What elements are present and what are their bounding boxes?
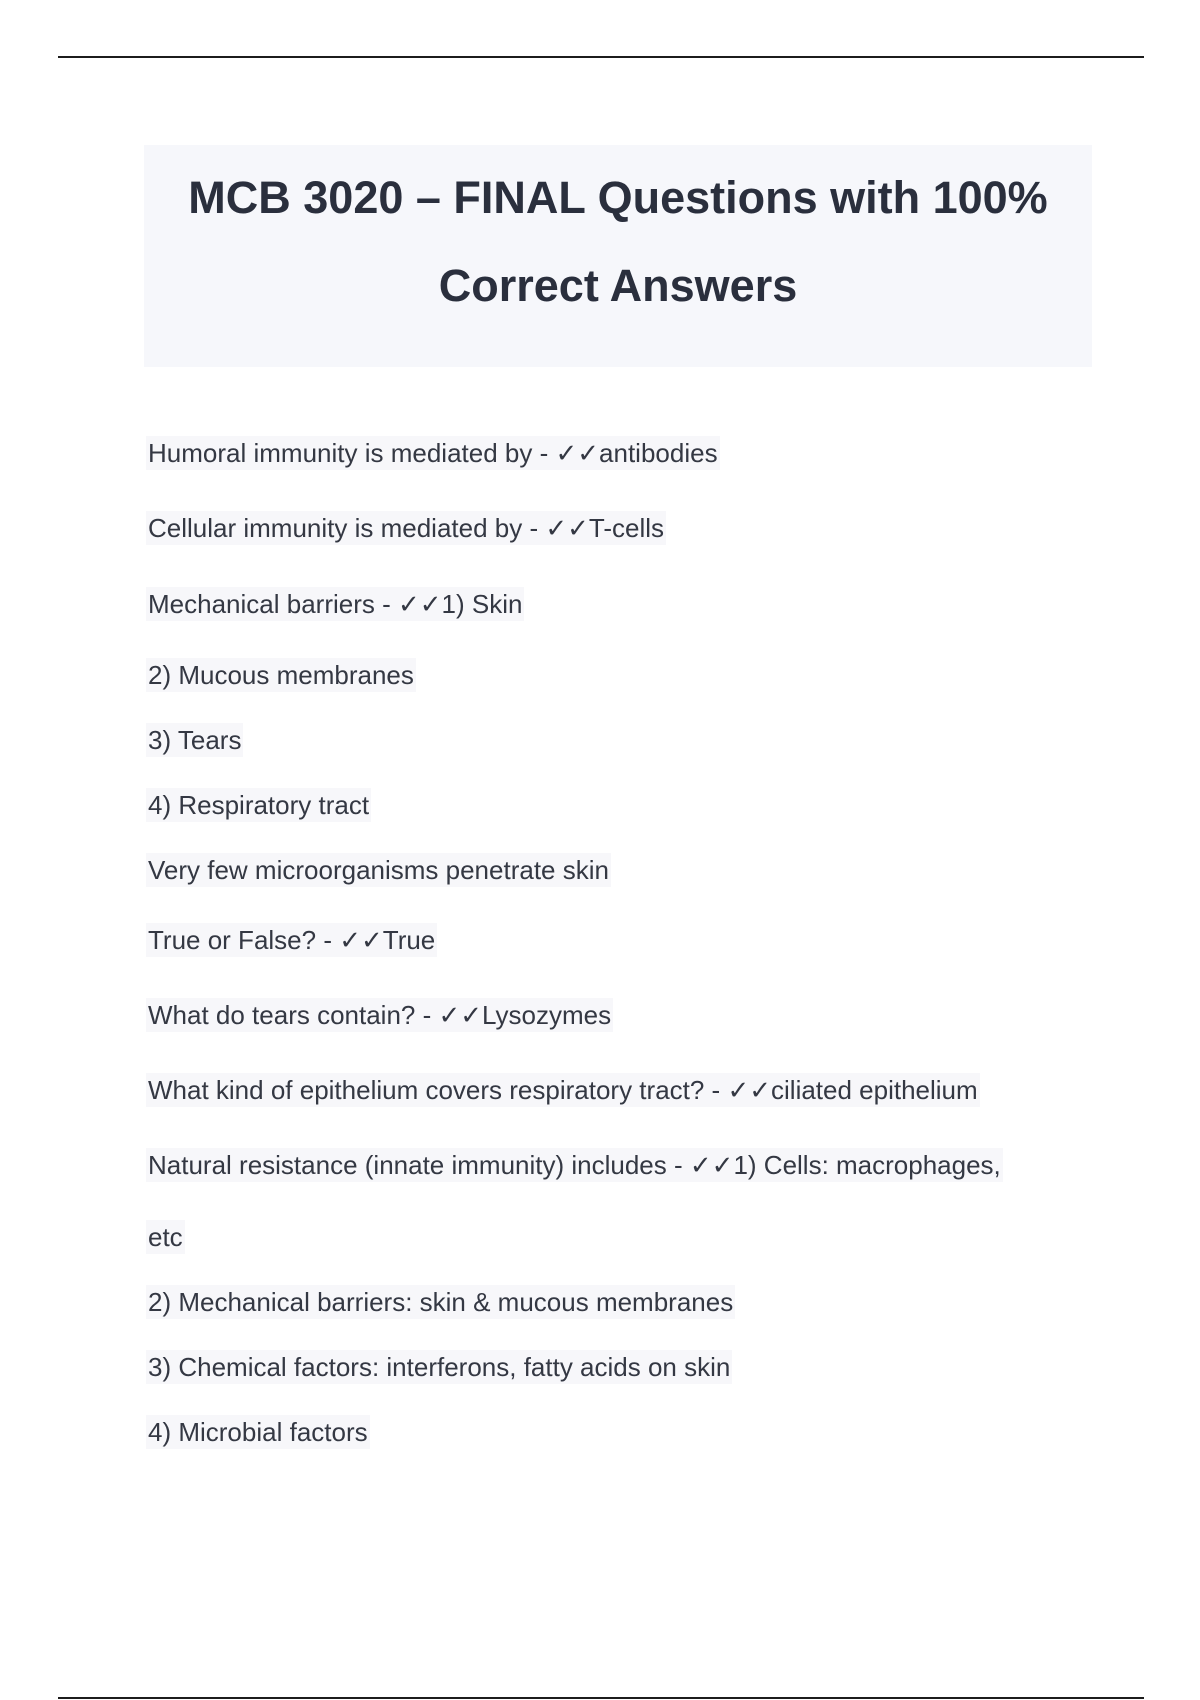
qa-line-skin-penetration: Very few microorganisms penetrate skin	[148, 855, 609, 885]
qa-line-natural-resistance: Natural resistance (innate immunity) includes - ✓✓1) Cells: macrophages,	[148, 1150, 1001, 1180]
header-rule	[58, 56, 1144, 58]
qa-line-natural-resistance-cont: etc	[148, 1222, 183, 1252]
qa-line-chemical-factors: 3) Chemical factors: interferons, fatty acids on skin	[148, 1352, 731, 1382]
qa-line-cellular-immunity: Cellular immunity is mediated by - ✓✓T-cells	[148, 513, 665, 543]
qa-line-respiratory-tract: 4) Respiratory tract	[148, 790, 370, 820]
qa-line-true-or-false: True or False? - ✓✓True	[148, 925, 436, 955]
qa-line-mucous-membranes: 2) Mucous membranes	[148, 660, 414, 690]
qa-line-mechanical-barriers: Mechanical barriers - ✓✓1) Skin	[148, 589, 523, 619]
qa-line-tears-contain: What do tears contain? - ✓✓Lysozymes	[148, 1000, 612, 1030]
qa-line-tears: 3) Tears	[148, 725, 242, 755]
document-title-line-1: MCB 3020 – FINAL Questions with 100%	[188, 172, 1048, 223]
qa-line-respiratory-epithelium: What kind of epithelium covers respiratory tract? - ✓✓ciliated epithelium	[148, 1075, 978, 1105]
qa-line-mechanical-barriers-2: 2) Mechanical barriers: skin & mucous membranes	[148, 1287, 734, 1317]
document-title-line-2: Correct Answers	[438, 260, 798, 311]
title-block	[144, 145, 1092, 367]
qa-line-humoral-immunity: Humoral immunity is mediated by - ✓✓antibodies	[148, 438, 718, 468]
qa-line-microbial-factors: 4) Microbial factors	[148, 1417, 368, 1447]
footer-rule	[58, 1697, 1144, 1699]
